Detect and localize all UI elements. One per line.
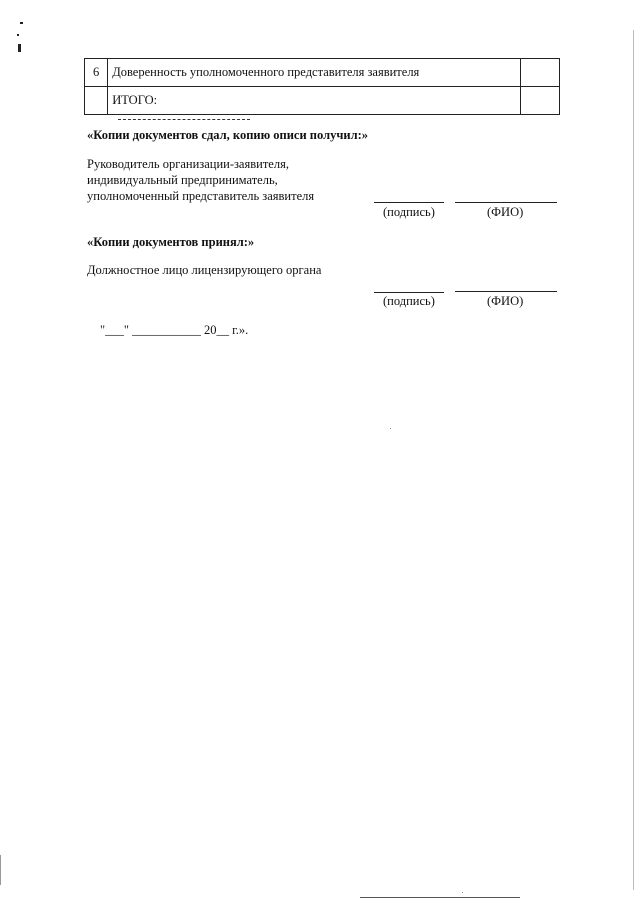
- section1-line-1: Руководитель организации-заявителя,: [87, 157, 289, 171]
- signature-line: [374, 292, 444, 293]
- section1-line-3: уполномоченный представитель заявителя: [87, 189, 315, 203]
- fio-line: [455, 202, 557, 203]
- signature-caption: (подпись): [383, 205, 435, 219]
- signature-line: [374, 202, 444, 203]
- section2-heading: «Копии документов принял:»: [87, 235, 255, 249]
- section2-line: Должностное лицо лицензирующего органа: [87, 263, 322, 277]
- row-value: [520, 59, 559, 87]
- scan-bottom-line: [360, 897, 520, 898]
- section1-line-2: индивидуальный предприниматель,: [87, 173, 278, 187]
- dashed-separator: [118, 119, 250, 120]
- scan-mark: [18, 44, 21, 52]
- scan-dot: [390, 428, 391, 429]
- date-line: "___" ___________ 20__ г.».: [100, 323, 249, 337]
- scan-mark: [17, 34, 19, 36]
- row-document-name: Доверенность уполномоченного представителя заявителя: [108, 59, 520, 87]
- row-total-value: [520, 87, 559, 115]
- section1-heading: «Копии документов сдал, копию описи получил:»: [87, 128, 369, 142]
- fio-caption: (ФИО): [487, 205, 524, 219]
- signature-caption: (подпись): [383, 294, 435, 308]
- row-total-label: ИТОГО:: [108, 87, 520, 115]
- scan-dot: [462, 892, 463, 893]
- table-row-total: [85, 87, 560, 115]
- fio-caption: (ФИО): [487, 294, 524, 308]
- table-row: [85, 59, 560, 87]
- fio-line: [455, 291, 557, 292]
- row-number: [85, 87, 108, 115]
- documents-table: [84, 58, 560, 115]
- scan-mark: [20, 22, 23, 24]
- row-number: 6: [85, 59, 108, 87]
- scan-edge: [0, 855, 1, 885]
- scan-edge: [633, 30, 634, 890]
